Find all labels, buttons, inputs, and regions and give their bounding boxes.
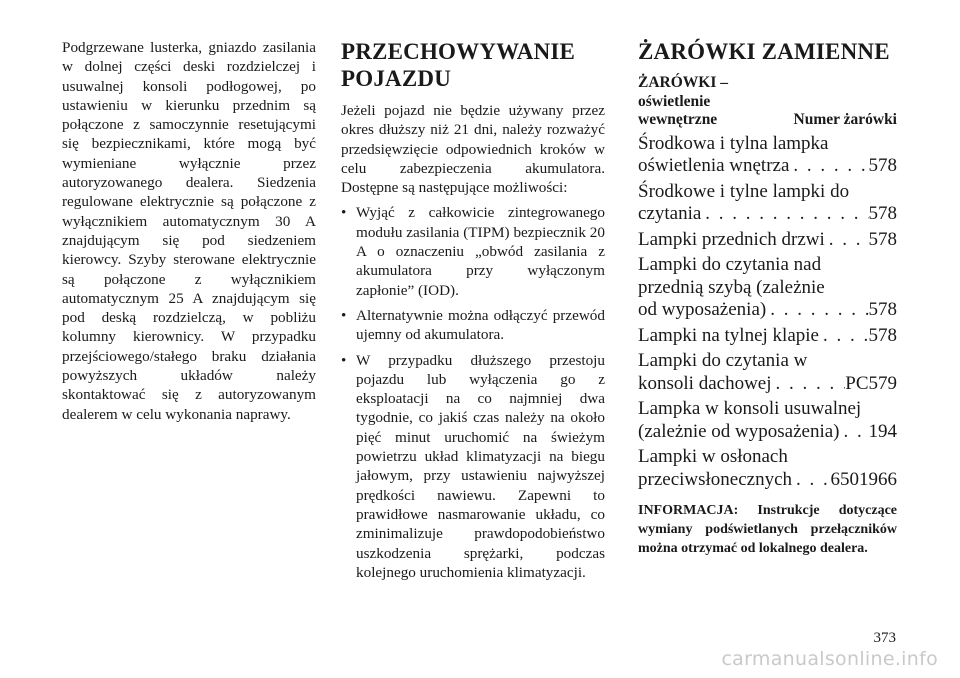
bullet-icon: • bbox=[341, 306, 347, 324]
bullet-icon: • bbox=[341, 204, 347, 222]
bulb-row bbox=[638, 350, 897, 395]
bulb-row bbox=[638, 229, 897, 252]
bulb-number: 578 bbox=[868, 203, 897, 224]
heading-line-1: PRZECHOWYWANIE bbox=[341, 39, 576, 64]
info-note: INFORMACJA: Instrukcje dotyczące wymiany podświetlanych przełączników można otrzymać od lokalnego dealera. bbox=[638, 503, 897, 556]
left-column bbox=[62, 38, 316, 424]
bullet-item bbox=[341, 306, 605, 345]
subhead-line-2: oświetlenie bbox=[638, 92, 711, 110]
bullet-text: Alternatywnie można odłączyć przewód ujemny od akumulatora. bbox=[356, 306, 605, 344]
bulb-row bbox=[638, 181, 897, 226]
bulb-name-line: Lampka w konsoli usuwalnej bbox=[638, 398, 862, 419]
bulb-row bbox=[638, 398, 897, 443]
bulb-name-line: oświetlenia wnętrza bbox=[638, 155, 790, 176]
page-number: 373 bbox=[873, 630, 896, 646]
bulb-name-line: Lampki do czytania w bbox=[638, 350, 808, 371]
bulb-row bbox=[638, 325, 897, 348]
bullet-item bbox=[341, 203, 605, 299]
bulb-table-title bbox=[638, 74, 788, 130]
storage-intro: Jeżeli pojazd nie będzie używany przez okres dłuższy niż 21 dni, należy rozważyć przedsięwzięcie odpowiednich kroków w celu zabezpieczenia akumulatora. Dostępne są następujące możliwości: bbox=[341, 102, 605, 197]
bulb-number: 578 bbox=[868, 324, 897, 346]
bulb-name-line: (zależnie od wyposażenia) bbox=[638, 420, 840, 442]
bulb-number-header: Numer żarówki bbox=[793, 111, 897, 128]
replacement-bulbs-heading: ŻARÓWKI ZAMIENNE bbox=[638, 39, 890, 64]
heading-line-2: POJAZDU bbox=[341, 66, 452, 91]
bulb-name-line: Lampki na tylnej klapie bbox=[638, 324, 819, 346]
bulb-number: 194 bbox=[868, 420, 897, 442]
bulb-row bbox=[638, 133, 897, 178]
bulb-number: 578 bbox=[868, 155, 897, 176]
subhead-line-1: ŻARÓWKI – bbox=[638, 74, 728, 91]
bulb-table-header bbox=[638, 74, 897, 130]
bulb-number: 6501966 bbox=[830, 468, 897, 490]
vehicle-storage-heading bbox=[341, 38, 605, 92]
bullet-item bbox=[341, 351, 605, 583]
bulb-row bbox=[638, 446, 897, 491]
bulb-name-line: przeciwsłonecznych bbox=[638, 468, 793, 490]
bulb-name-line: Lampki do czytania nad bbox=[638, 254, 822, 275]
bulb-name-line: Lampki przednich drzwi bbox=[638, 228, 825, 250]
bulb-number: 578 bbox=[868, 228, 897, 250]
storage-bullet-list bbox=[341, 203, 605, 582]
bulb-name-line: Środkowe i tylne lampki do bbox=[638, 180, 850, 202]
bulb-name-line: Lampki w osłonach bbox=[638, 446, 788, 467]
bullet-text: Wyjąć z całkowicie zintegrowanego modułu zasilania (TIPM) bezpiecznik 20 A o oznaczeniu „obwód zasilania z akumulatora przy wyłączonym zapłonie” (IOD). bbox=[356, 204, 605, 299]
bulb-row bbox=[638, 254, 897, 322]
right-column bbox=[638, 38, 897, 558]
bulb-name-line: od wyposażenia) bbox=[638, 299, 767, 320]
bulb-number: 578 bbox=[868, 299, 897, 320]
bulb-name-line: przednią szybą (zależnie bbox=[638, 276, 825, 298]
bullet-icon: • bbox=[341, 351, 347, 369]
bulb-name-line: Środkowa i tylna lampka bbox=[638, 132, 829, 154]
middle-column bbox=[341, 38, 605, 588]
bullet-text: W przypadku dłuższego przestoju pojazdu lub wyłączenia go z eksploatacji na co najmniej dwa tygodnie, co jakiś czas należy na około pięć minut uruchomić na świeżym powietrzu układ klimatyzacji na biegu jałowym, przy ustawieniu najwyższej prędkości nawiewu. Zapewni to prawidłowe nasmarowanie układu, co zminimalizuje prawdopodobieństwo uszkodzenia sprężarki, podczas kolejnego uruchomienia klimatyzacji. bbox=[356, 351, 605, 581]
bulb-name-line: czytania bbox=[638, 203, 702, 224]
fuse-paragraph: Podgrzewane lusterka, gniazdo zasilania w dolnej części deski rozdzielczej i usuwalnej konsoli podłogowej, po ustawieniu w kierunku przednim są połączone z samoczynnie resetującymi się bezpiecznikami, które mogą być wymieniane wyłącznie przez autoryzowanego dealera. Siedzenia regulowane elektrycznie są połączone z wyłącznikiem automatycznym 30 A znajdującym się pod siedzeniem kierowcy. Szyby sterowane elektrycznie są połączone z wyłącznikiem automatycznym 25 A znajdującym się pod deską rozdzielczą, w pobliżu kolumny kierownicy. W przypadku przejściowego/stałego braku działania powyższych układów należy skontaktować się z autoryzowanym dealerem w celu wykonania naprawy. bbox=[62, 39, 316, 423]
subhead-line-3: wewnętrzne bbox=[638, 111, 718, 128]
bulb-number: PC579 bbox=[845, 372, 897, 394]
site-watermark: carmanualsonline.info bbox=[721, 648, 938, 670]
bulb-name-line: konsoli dachowej bbox=[638, 372, 772, 394]
